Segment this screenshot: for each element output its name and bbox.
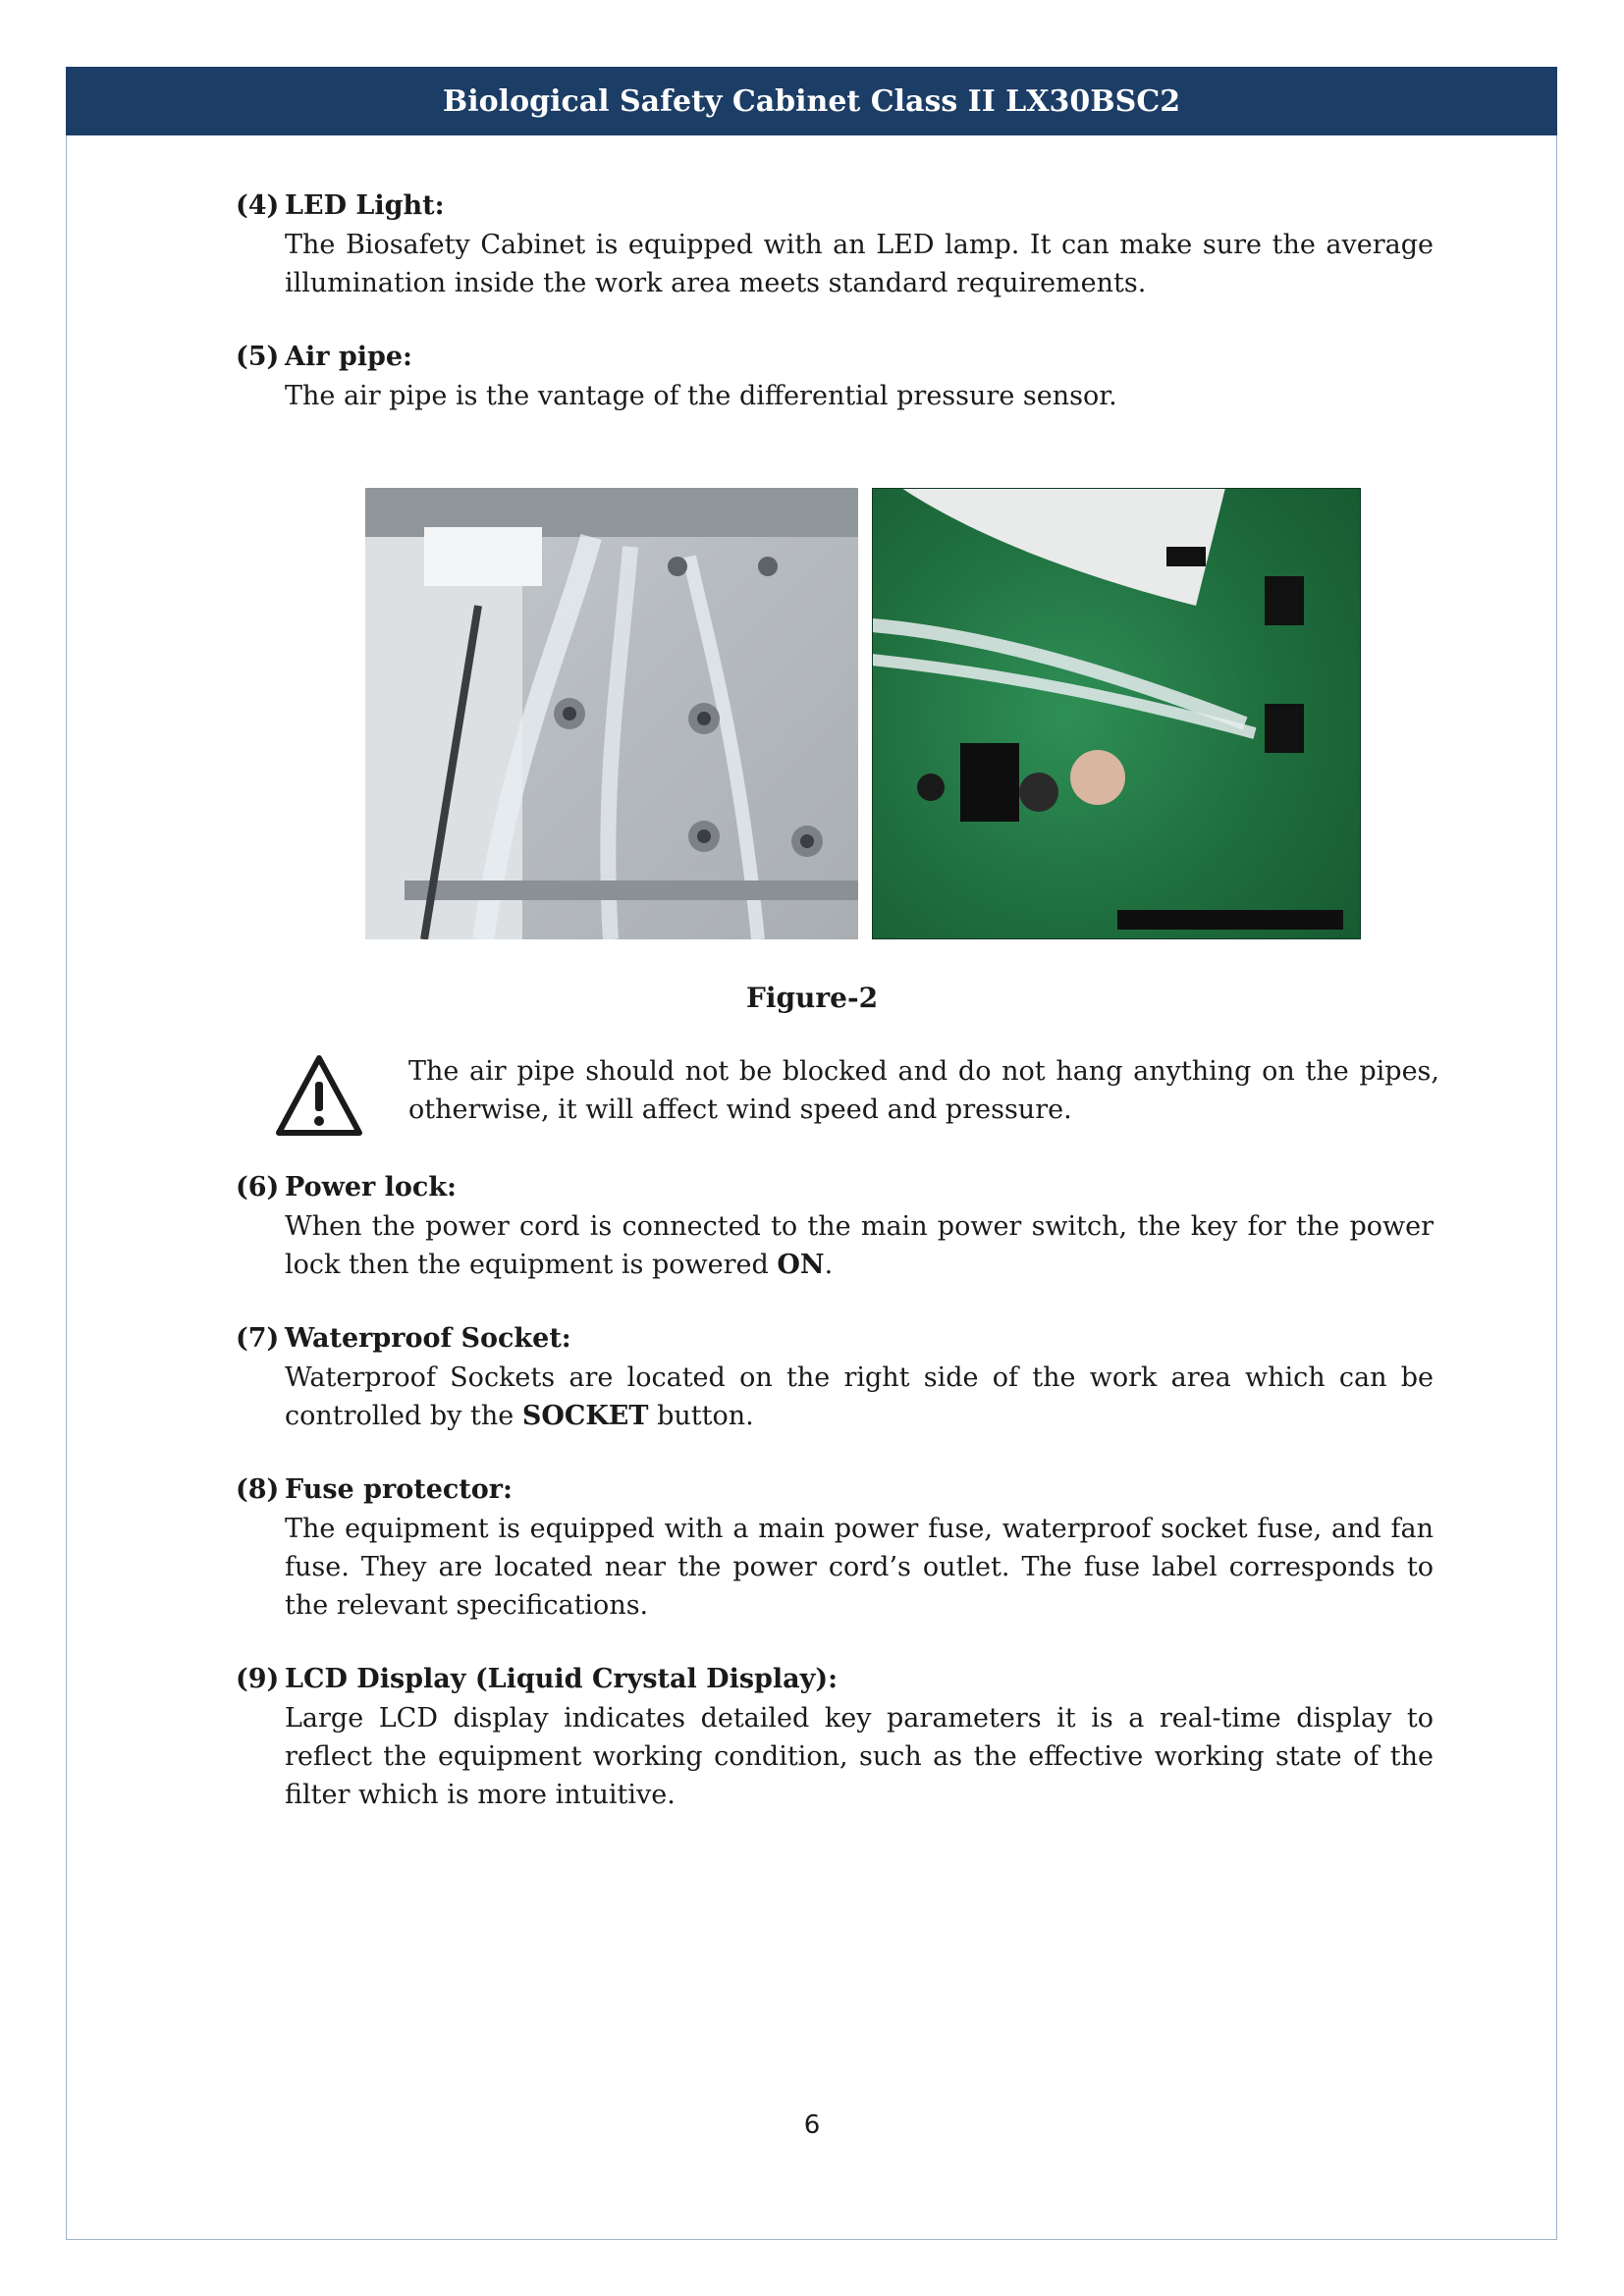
- warning-text: The air pipe should not be blocked and do not hang anything on the pipes, otherwise, it will affect wind speed and pressure.: [408, 1056, 1439, 1125]
- section-title: Air pipe:: [285, 342, 412, 372]
- section-body: [236, 1699, 1434, 1814]
- section-waterproof-socket: [236, 1319, 1434, 1435]
- page-number: 6: [803, 2110, 821, 2140]
- section-number: (5): [236, 342, 280, 372]
- body-text: Large LCD display indicates detailed key parameters it is a real-time display to reflect the equipment working condition, such as the effective working state of the filter which is more intuitive.: [285, 1703, 1434, 1810]
- air-pipe-photo: [365, 488, 858, 939]
- figure-2-images: [365, 488, 1361, 939]
- body-text-end: .: [824, 1250, 834, 1280]
- section-body: The air pipe is the vantage of the differential pressure sensor.: [285, 381, 1117, 411]
- body-bold-text: SOCKET: [521, 1401, 649, 1431]
- figure-caption: Figure-2: [745, 982, 879, 1014]
- body-text: Waterproof Sockets are located on the right side of the work area which can be controlled by the: [285, 1362, 1434, 1431]
- document-header: [66, 67, 1557, 135]
- section-body: [236, 1207, 1434, 1284]
- section-title: Power lock:: [285, 1172, 458, 1202]
- section-body: The Biosafety Cabinet is equipped with an LED lamp. It can make sure the average illumination inside the work area meets standard requirements.: [285, 230, 1434, 298]
- warning-triangle-icon: [275, 1052, 363, 1141]
- bottom-sections: [236, 1168, 1434, 1849]
- section-fuse-protector: [236, 1470, 1434, 1625]
- document-title: Biological Safety Cabinet Class II LX30BSC2: [442, 83, 1181, 119]
- section-number: (6): [236, 1172, 280, 1202]
- body-text: When the power cord is connected to the main power switch, the key for the power lock then the equipment is powered: [285, 1211, 1434, 1280]
- warning-note: [275, 1052, 1439, 1150]
- section-body: [236, 1510, 1434, 1625]
- body-text: The equipment is equipped with a main power fuse, waterproof socket fuse, and fan fuse. They are located near the power cord’s outlet. The fuse label corresponds to the relevant specifications.: [285, 1514, 1434, 1621]
- section-title: Waterproof Socket:: [285, 1323, 571, 1354]
- section-title: Fuse protector:: [285, 1474, 513, 1505]
- section-number: (4): [236, 190, 280, 221]
- circuit-board-photo: [872, 488, 1361, 939]
- section-power-lock: [236, 1168, 1434, 1284]
- section-title: LCD Display (Liquid Crystal Display):: [285, 1664, 839, 1694]
- section-number: (8): [236, 1474, 280, 1505]
- body-text-end: button.: [648, 1401, 754, 1431]
- section-led-light: [236, 187, 1434, 302]
- top-sections: [236, 187, 1434, 451]
- section-air-pipe: [236, 338, 1434, 415]
- section-lcd-display: [236, 1660, 1434, 1814]
- section-title: LED Light:: [285, 190, 445, 221]
- section-number: (9): [236, 1664, 280, 1694]
- section-body: [236, 1359, 1434, 1435]
- body-bold-text: ON: [777, 1250, 825, 1280]
- section-number: (7): [236, 1323, 280, 1354]
